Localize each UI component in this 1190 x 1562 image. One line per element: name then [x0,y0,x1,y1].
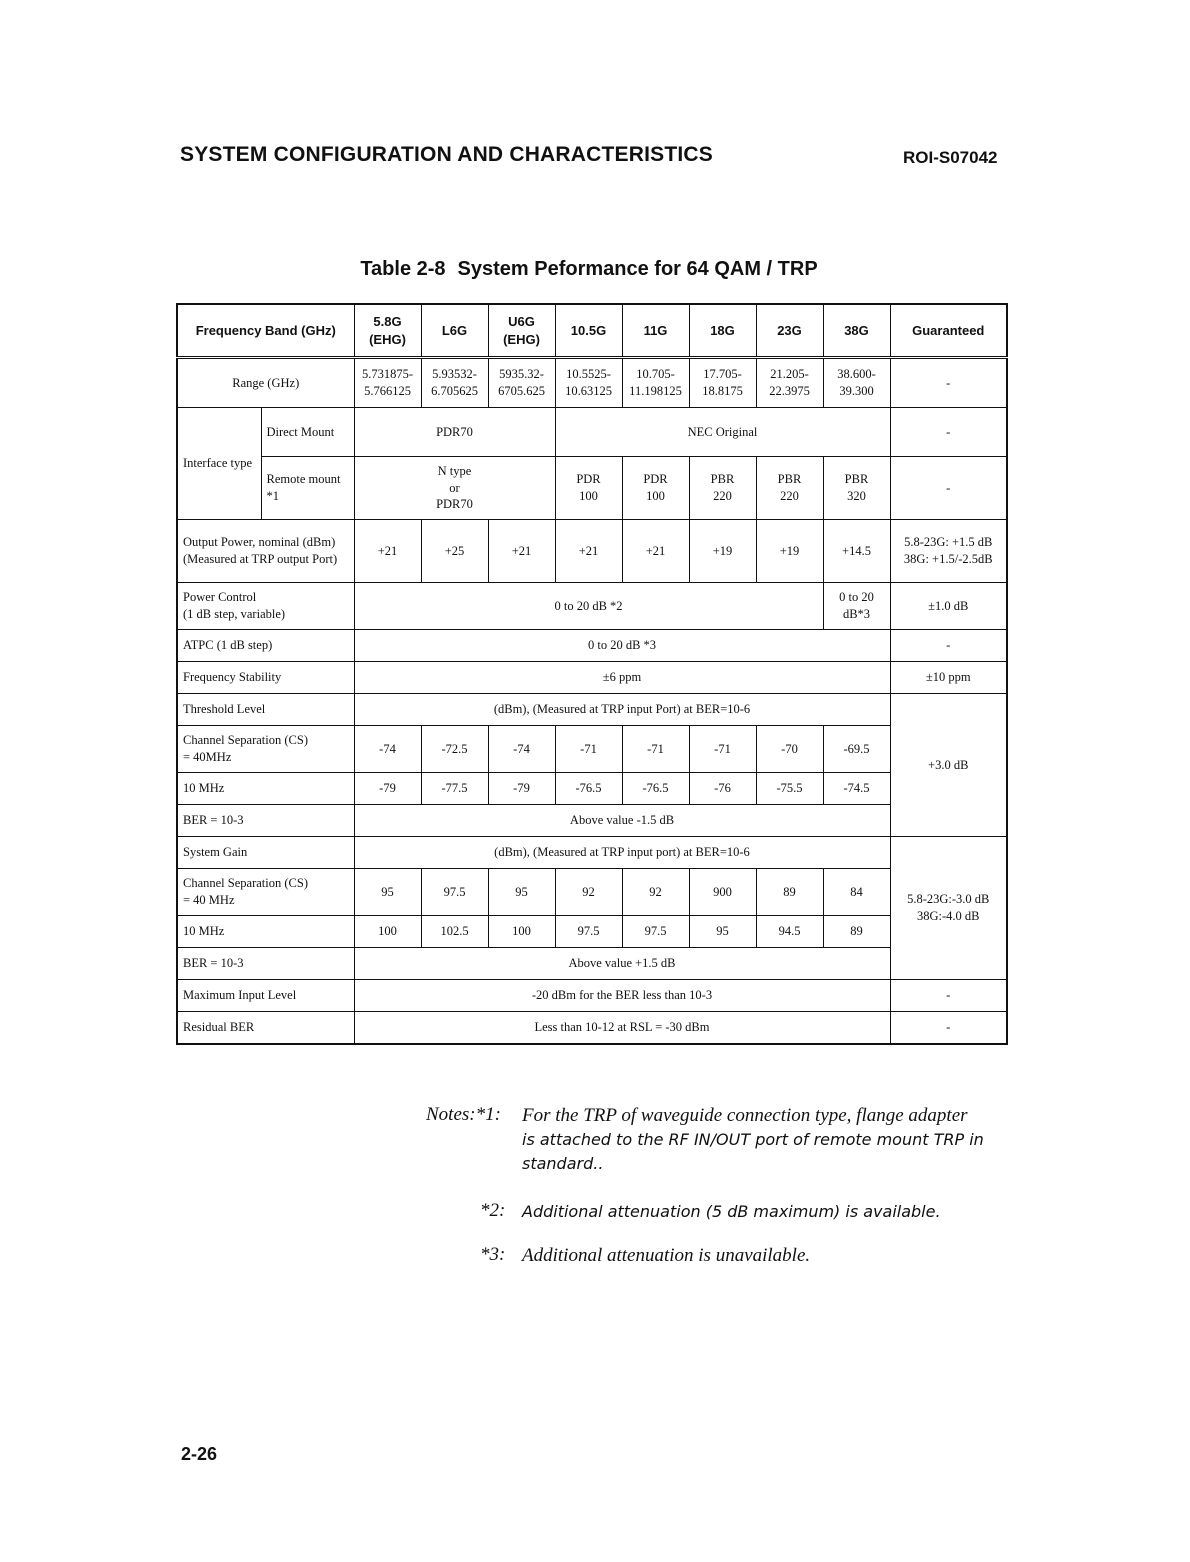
threshold-cell: -71 [689,726,756,773]
threshold-cell: -71 [555,726,622,773]
note-marker-3: *3: [480,1244,506,1265]
output-power-cell: +19 [756,520,823,583]
sub-label: Remote mount *1 [261,457,354,520]
row-label: BER = 10-3 [177,805,354,837]
note-3-text: Additional attenuation is unavailable. [522,1245,811,1266]
row-residual-ber [177,1012,1007,1045]
range-cell: 5935.32- 6705.625 [488,358,555,408]
output-power-cell: +21 [622,520,689,583]
guaranteed-cell: +3.0 dB [890,694,1007,837]
system-gain-cell: 97.5 [421,869,488,916]
page-number: 2-26 [181,1444,218,1464]
threshold-cell: -74 [354,726,421,773]
table-number: Table 2-8 [360,258,446,280]
range-cell: 10.705- 11.198125 [622,358,689,408]
row-label: Maximum Input Level [177,980,354,1012]
col-header-11g: 11G [622,304,689,358]
threshold-cell: -71 [622,726,689,773]
atpc-value: 0 to 20 dB *3 [354,630,890,662]
row-label: Range (GHz) [177,358,354,408]
row-range [177,358,1007,408]
guaranteed-cell: 5.8-23G:-3.0 dB 38G:-4.0 dB [890,837,1007,980]
system-gain-note: (dBm), (Measured at TRP input port) at BER=10-6 [354,837,890,869]
remote-mount-connector: PBR 220 [756,457,823,520]
system-gain-cell: 94.5 [756,916,823,948]
note-1-text-b: is attached to the RF IN/OUT port of remote mount TRP in standard.. [522,1130,984,1173]
system-gain-cell: 100 [488,916,555,948]
row-output-power [177,520,1007,583]
frequency-stability-value: ±6 ppm [354,662,890,694]
note-text [522,1104,1012,1176]
threshold-cell: -70 [756,726,823,773]
guaranteed-cell: - [890,630,1007,662]
system-gain-cell: 900 [689,869,756,916]
note-text [522,1200,1012,1224]
range-cell: 38.600- 39.300 [823,358,890,408]
row-system-gain [177,837,1007,869]
col-header-l6g: L6G [421,304,488,358]
row-label: Residual BER [177,1012,354,1045]
note-1-text-a: For the TRP of waveguide connection type, flange adapter [522,1105,968,1126]
row-label: Interface type [177,408,261,520]
output-power-cell: +19 [689,520,756,583]
performance-table-container [176,303,1008,1045]
threshold-cell: -76.5 [622,773,689,805]
system-gain-cell: 97.5 [555,916,622,948]
threshold-cell: -76.5 [555,773,622,805]
power-control-38g: 0 to 20 dB*3 [823,583,890,630]
col-header-u6g: U6G (EHG) [488,304,555,358]
system-gain-cell: 95 [354,869,421,916]
notes-prefix: Notes: [426,1104,476,1125]
range-cell: 5.93532- 6.705625 [421,358,488,408]
output-power-cell: +21 [555,520,622,583]
guaranteed-cell: - [890,358,1007,408]
row-system-gain-cs40 [177,869,1007,916]
output-power-cell: +21 [488,520,555,583]
row-label: Frequency Stability [177,662,354,694]
system-gain-cell: 95 [689,916,756,948]
col-header-38g: 38G [823,304,890,358]
residual-ber-value: Less than 10-12 at RSL = -30 dBm [354,1012,890,1045]
document-id: ROI-S07042 [903,148,998,167]
power-control-range: 0 to 20 dB *2 [354,583,823,630]
col-header-band: Frequency Band (GHz) [177,304,354,358]
threshold-cell: -74 [488,726,555,773]
row-label: Output Power, nominal (dBm) (Measured at TRP output Port) [177,520,354,583]
col-header-guaranteed: Guaranteed [890,304,1007,358]
direct-mount-connector: NEC Original [555,408,890,457]
row-atpc [177,630,1007,662]
system-gain-cell: 100 [354,916,421,948]
note-marker-2: *2: [480,1200,506,1221]
row-interface-direct [177,408,1007,457]
row-label: Channel Separation (CS) = 40MHz [177,726,354,773]
range-cell: 5.731875- 5.766125 [354,358,421,408]
row-threshold-cs40 [177,726,1007,773]
table-caption [0,258,1190,281]
system-gain-cell: 89 [823,916,890,948]
direct-mount-connector: PDR70 [354,408,555,457]
range-cell: 21.205- 22.3975 [756,358,823,408]
col-header-23g: 23G [756,304,823,358]
row-interface-remote [177,457,1007,520]
system-gain-cell: 89 [756,869,823,916]
threshold-cell: -72.5 [421,726,488,773]
guaranteed-cell: ±10 ppm [890,662,1007,694]
threshold-cell: -76 [689,773,756,805]
col-header-18g: 18G [689,304,756,358]
col-header-5-8g: 5.8G (EHG) [354,304,421,358]
section-title: SYSTEM CONFIGURATION AND CHARACTERISTICS [180,143,713,166]
threshold-cell: -77.5 [421,773,488,805]
row-frequency-stability [177,662,1007,694]
system-gain-cell: 102.5 [421,916,488,948]
row-threshold-level [177,694,1007,726]
col-header-10-5g: 10.5G [555,304,622,358]
guaranteed-cell: - [890,1012,1007,1045]
note-marker [426,1104,501,1126]
range-cell: 17.705- 18.8175 [689,358,756,408]
output-power-cell: +14.5 [823,520,890,583]
header-row [177,304,1007,358]
remote-mount-connector: PBR 320 [823,457,890,520]
row-max-input-level [177,980,1007,1012]
row-power-control [177,583,1007,630]
system-gain-cell: 84 [823,869,890,916]
system-gain-cell: 95 [488,869,555,916]
system-gain-ber3-value: Above value +1.5 dB [354,948,890,980]
note-2-text: Additional attenuation (5 dB maximum) is available. [522,1202,941,1221]
output-power-cell: +25 [421,520,488,583]
row-label: 10 MHz [177,773,354,805]
guaranteed-cell: - [890,408,1007,457]
system-gain-cell: 92 [622,869,689,916]
remote-mount-connector: PBR 220 [689,457,756,520]
threshold-note: (dBm), (Measured at TRP input Port) at BER=10-6 [354,694,890,726]
remote-mount-connector: PDR 100 [555,457,622,520]
row-system-gain-cs10 [177,916,1007,948]
sub-label: Direct Mount [261,408,354,457]
range-cell: 10.5525- 10.63125 [555,358,622,408]
row-label: 10 MHz [177,916,354,948]
row-label: Power Control (1 dB step, variable) [177,583,354,630]
threshold-cell: -74.5 [823,773,890,805]
guaranteed-cell: - [890,457,1007,520]
performance-table [176,303,1008,1045]
threshold-cell: -69.5 [823,726,890,773]
max-input-value: -20 dBm for the BER less than 10-3 [354,980,890,1012]
row-system-gain-ber3 [177,948,1007,980]
system-gain-cell: 97.5 [622,916,689,948]
row-label: BER = 10-3 [177,948,354,980]
threshold-cell: -75.5 [756,773,823,805]
threshold-cell: -79 [354,773,421,805]
output-power-cell: +21 [354,520,421,583]
row-label: System Gain [177,837,354,869]
remote-mount-connector: N type or PDR70 [354,457,555,520]
guaranteed-cell: 5.8-23G: +1.5 dB 38G: +1.5/-2.5dB [890,520,1007,583]
guaranteed-cell: ±1.0 dB [890,583,1007,630]
row-label: ATPC (1 dB step) [177,630,354,662]
guaranteed-cell: - [890,980,1007,1012]
row-threshold-cs10 [177,773,1007,805]
system-gain-cell: 92 [555,869,622,916]
row-label: Threshold Level [177,694,354,726]
row-label: Channel Separation (CS) = 40 MHz [177,869,354,916]
threshold-ber3-value: Above value -1.5 dB [354,805,890,837]
table-title: System Peformance for 64 QAM / TRP [457,258,818,280]
remote-mount-connector: PDR 100 [622,457,689,520]
threshold-cell: -79 [488,773,555,805]
note-marker-1: *1: [475,1104,501,1125]
row-threshold-ber3 [177,805,1007,837]
